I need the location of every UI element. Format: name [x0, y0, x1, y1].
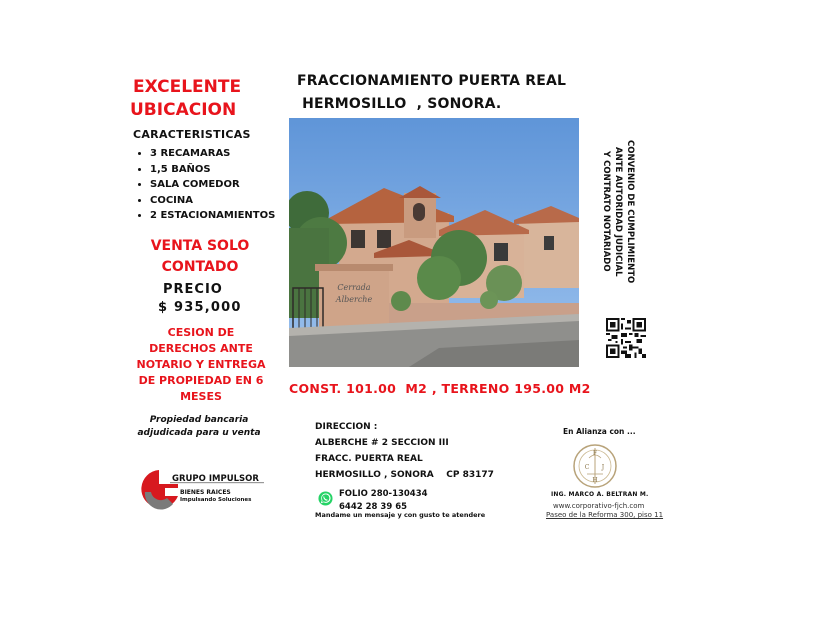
sale-line1: VENTA SOLO [150, 238, 250, 254]
vertical-note-text [600, 140, 636, 283]
sale-terms [140, 236, 260, 278]
address-street: ALBERCHE # 2 SECCION III [315, 438, 449, 448]
alliance-address[interactable]: Paseo de la Reforma 300, piso 11 [546, 511, 664, 519]
price-label: PRECIO [163, 282, 223, 297]
address-label: DIRECCION : [315, 422, 378, 432]
whatsapp-icon[interactable] [318, 491, 333, 506]
alliance-website[interactable]: www.corporativo-fjch.com [553, 502, 645, 510]
vertical-note-line3: Y CONTRATO NOTARIADO [601, 151, 611, 272]
feature-item: • 1,5 BAÑOS [150, 162, 275, 178]
address-block [315, 419, 494, 483]
seal-letter-h: H [592, 477, 598, 484]
cession-line: DE PROPIEDAD EN 6 [138, 374, 264, 387]
alliance-name: ING. MARCO A. BELTRAN M. [551, 491, 649, 498]
listing-location: HERMOSILLO , SONORA. [297, 96, 502, 112]
cession-line: MESES [180, 390, 222, 403]
cession-line: DERECHOS ANTE [149, 342, 253, 355]
feature-item: • 2 ESTACIONAMIENTOS [150, 208, 275, 224]
property-photo [289, 118, 579, 367]
address-city: HERMOSILLO , SONORA CP 83177 [315, 470, 494, 480]
feature-item: • SALA COMEDOR [150, 177, 275, 193]
listing-title: FRACCIONAMIENTO PUERTA REAL [297, 73, 567, 89]
cession-line: NOTARIO Y ENTREGA [136, 358, 266, 371]
sign-text-2: Alberche [335, 295, 373, 304]
seal-letter-f: F [592, 450, 598, 457]
brand-sub2: Impulsando Soluciones [180, 497, 252, 503]
features-list [132, 146, 275, 224]
vertical-note-line2: ANTE AUTORIDAD JUDICIAL [613, 146, 623, 277]
seal-letter-c: C [584, 464, 590, 471]
cession-note [136, 325, 266, 405]
feature-item: • 3 RECAMARAS [150, 146, 275, 162]
feature-item: • COCINA [150, 193, 275, 209]
seal-letter-j: J [601, 464, 605, 471]
folio-number: FOLIO 280-130434 [339, 489, 428, 499]
sign-text-1: Cerrada [337, 283, 371, 292]
bank-note-line1: Propiedad bancaria [149, 415, 249, 425]
brand-name: GRUPO IMPULSOR [172, 474, 259, 484]
features-heading: CARACTERISTICAS [133, 128, 251, 141]
address-fracc: FRACC. PUERTA REAL [315, 454, 423, 464]
bank-note-line2: adjudicada para u venta [137, 428, 261, 438]
phone-number[interactable]: 6442 28 39 65 [339, 502, 408, 512]
price-value: $ 935,000 [158, 300, 242, 315]
cession-line: CESION DE [167, 326, 235, 339]
dimensions: CONST. 101.00 M2 , TERRENO 195.00 M2 [289, 381, 591, 396]
contact-message: Mandame un mensaje y con gusto te atendere [315, 511, 486, 519]
fcjh-seal-logo [566, 440, 624, 492]
bank-note [134, 414, 264, 440]
headline-line1: EXCELENTE [133, 77, 242, 97]
vertical-note-line1: CONVENIO DE CUMPLIMIENTO [625, 140, 635, 284]
alliance-label: En Alianza con ... [563, 427, 636, 436]
sale-line2: CONTADO [161, 259, 239, 275]
qr-code[interactable] [606, 318, 646, 358]
vertical-note [600, 140, 640, 290]
headline-line2: UBICACION [130, 100, 237, 120]
brand-sub1: BIENES RAICES [180, 489, 231, 496]
